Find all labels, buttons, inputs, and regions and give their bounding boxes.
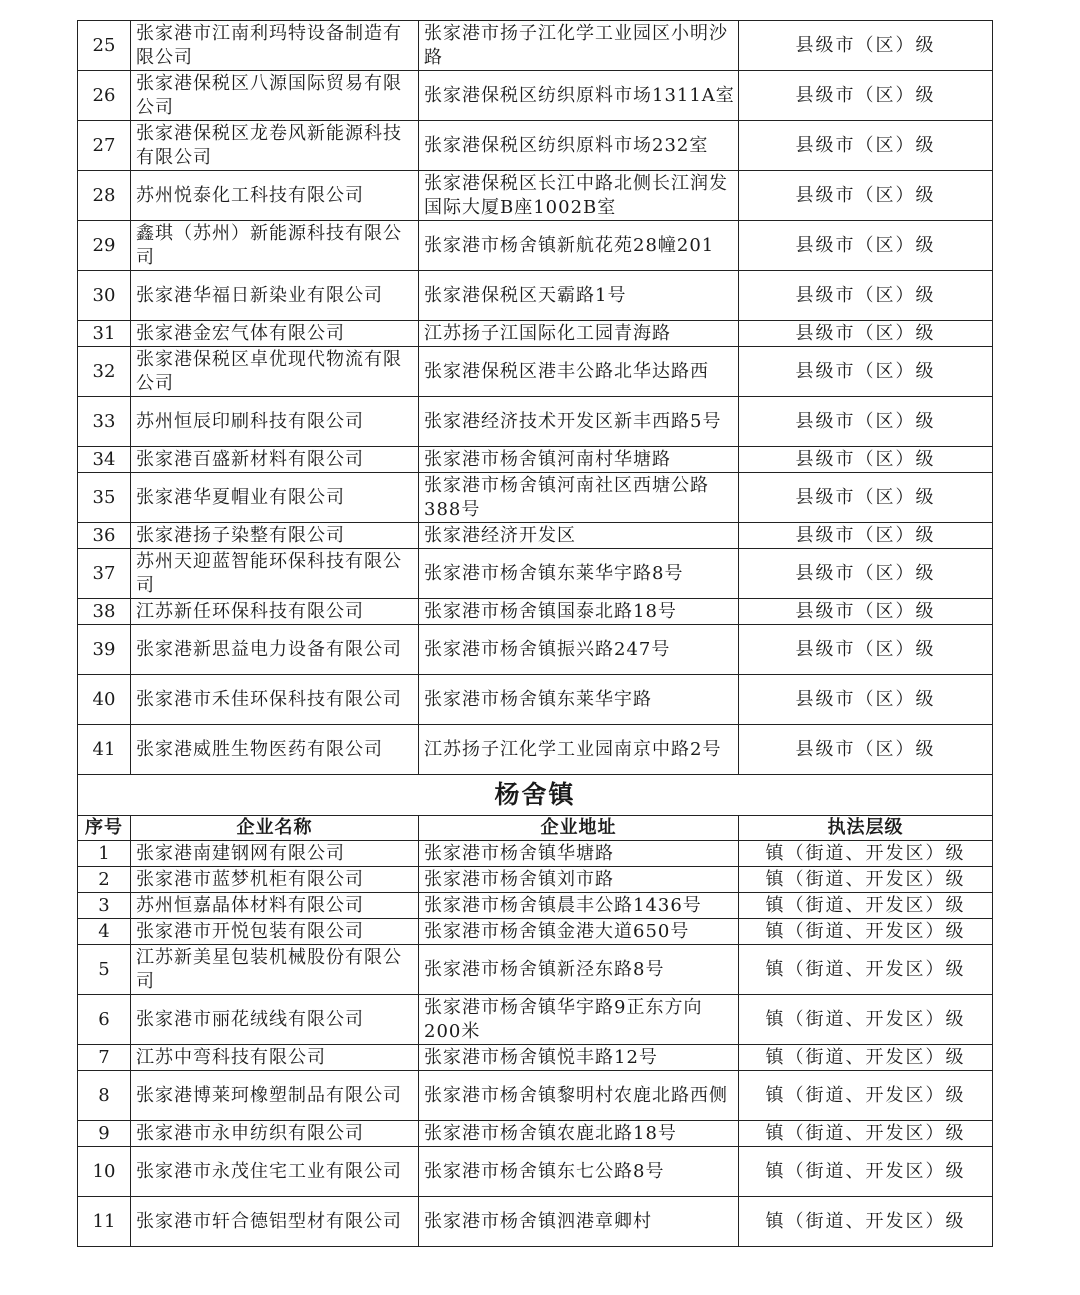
enforcement-level: 县级市（区）级 (739, 625, 993, 675)
row-number: 10 (78, 1147, 131, 1197)
company-name: 张家港保税区卓优现代物流有限公司 (131, 347, 419, 397)
table-row (78, 1045, 993, 1071)
enforcement-level: 镇（街道、开发区）级 (739, 1071, 993, 1121)
enforcement-level: 镇（街道、开发区）级 (739, 1197, 993, 1247)
company-address: 张家港市杨舍镇河南村华塘路 (419, 447, 739, 473)
company-name: 张家港博莱珂橡塑制品有限公司 (131, 1071, 419, 1121)
company-name: 张家港市江南利玛特设备制造有限公司 (131, 21, 419, 71)
company-address: 张家港保税区纺织原料市场232室 (419, 121, 739, 171)
enforcement-level: 镇（街道、开发区）级 (739, 1121, 993, 1147)
company-name: 张家港市永茂住宅工业有限公司 (131, 1147, 419, 1197)
company-address: 张家港市杨舍镇东莱华宇路 (419, 675, 739, 725)
enforcement-level: 县级市（区）级 (739, 549, 993, 599)
table-row (78, 725, 993, 775)
table-row (78, 1121, 993, 1147)
enforcement-level: 县级市（区）级 (739, 523, 993, 549)
county-level-rows (78, 21, 993, 775)
row-number: 3 (78, 893, 131, 919)
table-row (78, 945, 993, 995)
company-name: 张家港市丽花绒线有限公司 (131, 995, 419, 1045)
row-number: 27 (78, 121, 131, 171)
section-title-row (78, 775, 993, 816)
row-number: 9 (78, 1121, 131, 1147)
enforcement-level: 镇（街道、开发区）级 (739, 1147, 993, 1197)
company-name: 张家港金宏气体有限公司 (131, 321, 419, 347)
header-no: 序号 (78, 816, 131, 841)
enforcement-level: 镇（街道、开发区）级 (739, 893, 993, 919)
section-title: 杨舍镇 (78, 775, 993, 816)
company-address: 张家港市杨舍镇晨丰公路1436号 (419, 893, 739, 919)
table-row (78, 121, 993, 171)
enforcement-level: 县级市（区）级 (739, 21, 993, 71)
enterprise-table (77, 20, 993, 1247)
enforcement-level: 镇（街道、开发区）级 (739, 867, 993, 893)
company-name: 张家港市永申纺织有限公司 (131, 1121, 419, 1147)
company-name: 张家港威胜生物医药有限公司 (131, 725, 419, 775)
company-name: 张家港市轩合德铝型材有限公司 (131, 1197, 419, 1247)
row-number: 26 (78, 71, 131, 121)
table-row (78, 599, 993, 625)
table-row (78, 21, 993, 71)
enforcement-level: 县级市（区）级 (739, 71, 993, 121)
row-number: 30 (78, 271, 131, 321)
company-address: 江苏扬子江化学工业园南京中路2号 (419, 725, 739, 775)
company-address: 张家港市杨舍镇华塘路 (419, 841, 739, 867)
company-name: 江苏新美星包装机械股份有限公司 (131, 945, 419, 995)
table-row (78, 221, 993, 271)
company-name: 张家港市蓝梦机柜有限公司 (131, 867, 419, 893)
table-row (78, 675, 993, 725)
company-name: 张家港百盛新材料有限公司 (131, 447, 419, 473)
company-name: 张家港华福日新染业有限公司 (131, 271, 419, 321)
company-name: 张家港市禾佳环保科技有限公司 (131, 675, 419, 725)
table-row (78, 523, 993, 549)
enforcement-level: 县级市（区）级 (739, 347, 993, 397)
company-name: 张家港保税区龙卷风新能源科技有限公司 (131, 121, 419, 171)
row-number: 38 (78, 599, 131, 625)
company-address: 张家港市杨舍镇东七公路8号 (419, 1147, 739, 1197)
row-number: 35 (78, 473, 131, 523)
header-level: 执法层级 (739, 816, 993, 841)
table-row (78, 549, 993, 599)
table-row (78, 447, 993, 473)
column-header-row (78, 816, 993, 841)
town-level-rows (78, 841, 993, 1247)
table-row (78, 347, 993, 397)
company-address: 张家港市杨舍镇国泰北路18号 (419, 599, 739, 625)
table-row (78, 893, 993, 919)
row-number: 34 (78, 447, 131, 473)
enforcement-level: 县级市（区）级 (739, 725, 993, 775)
table-row (78, 1071, 993, 1121)
row-number: 6 (78, 995, 131, 1045)
company-address: 张家港经济技术开发区新丰西路5号 (419, 397, 739, 447)
company-address: 张家港市杨舍镇农鹿北路18号 (419, 1121, 739, 1147)
company-name: 江苏新任环保科技有限公司 (131, 599, 419, 625)
company-address: 张家港经济开发区 (419, 523, 739, 549)
enforcement-level: 镇（街道、开发区）级 (739, 995, 993, 1045)
company-name: 张家港扬子染整有限公司 (131, 523, 419, 549)
enforcement-level: 镇（街道、开发区）级 (739, 841, 993, 867)
company-address: 张家港保税区天霸路1号 (419, 271, 739, 321)
row-number: 33 (78, 397, 131, 447)
company-address: 江苏扬子江国际化工园青海路 (419, 321, 739, 347)
company-name: 鑫琪（苏州）新能源科技有限公司 (131, 221, 419, 271)
company-address: 张家港市杨舍镇金港大道650号 (419, 919, 739, 945)
enforcement-level: 县级市（区）级 (739, 271, 993, 321)
enforcement-level: 县级市（区）级 (739, 473, 993, 523)
row-number: 4 (78, 919, 131, 945)
enforcement-level: 县级市（区）级 (739, 675, 993, 725)
company-address: 张家港市扬子江化学工业园区小明沙路 (419, 21, 739, 71)
row-number: 40 (78, 675, 131, 725)
row-number: 11 (78, 1197, 131, 1247)
company-name: 苏州悦泰化工科技有限公司 (131, 171, 419, 221)
enforcement-level: 镇（街道、开发区）级 (739, 1045, 993, 1071)
row-number: 5 (78, 945, 131, 995)
company-name: 苏州天迎蓝智能环保科技有限公司 (131, 549, 419, 599)
row-number: 7 (78, 1045, 131, 1071)
table-row (78, 271, 993, 321)
company-address: 张家港保税区纺织原料市场1311A室 (419, 71, 739, 121)
enforcement-level: 县级市（区）级 (739, 599, 993, 625)
row-number: 31 (78, 321, 131, 347)
row-number: 39 (78, 625, 131, 675)
row-number: 32 (78, 347, 131, 397)
enforcement-level: 县级市（区）级 (739, 321, 993, 347)
company-address: 张家港市杨舍镇新泾东路8号 (419, 945, 739, 995)
company-name: 苏州恒辰印刷科技有限公司 (131, 397, 419, 447)
table-row (78, 867, 993, 893)
town-section (78, 775, 993, 841)
table-row (78, 321, 993, 347)
table-row (78, 625, 993, 675)
table-row (78, 841, 993, 867)
header-address: 企业地址 (419, 816, 739, 841)
company-address: 张家港市杨舍镇东莱华宇路8号 (419, 549, 739, 599)
table-row (78, 1147, 993, 1197)
table-row (78, 397, 993, 447)
enforcement-level: 县级市（区）级 (739, 397, 993, 447)
company-name: 张家港市开悦包装有限公司 (131, 919, 419, 945)
company-address: 张家港市杨舍镇河南社区西塘公路388号 (419, 473, 739, 523)
header-name: 企业名称 (131, 816, 419, 841)
table-row (78, 171, 993, 221)
enforcement-level: 县级市（区）级 (739, 121, 993, 171)
enforcement-level: 县级市（区）级 (739, 221, 993, 271)
row-number: 36 (78, 523, 131, 549)
table-row (78, 1197, 993, 1247)
company-name: 张家港南建钢网有限公司 (131, 841, 419, 867)
document-sheet (77, 20, 992, 1247)
table-row (78, 473, 993, 523)
company-address: 张家港市杨舍镇新航花苑28幢201 (419, 221, 739, 271)
company-name: 江苏中弯科技有限公司 (131, 1045, 419, 1071)
company-address: 张家港市杨舍镇黎明村农鹿北路西侧 (419, 1071, 739, 1121)
enforcement-level: 县级市（区）级 (739, 171, 993, 221)
table-row (78, 919, 993, 945)
enforcement-level: 镇（街道、开发区）级 (739, 919, 993, 945)
table-row (78, 71, 993, 121)
row-number: 2 (78, 867, 131, 893)
company-name: 张家港新思益电力设备有限公司 (131, 625, 419, 675)
company-address: 张家港市杨舍镇振兴路247号 (419, 625, 739, 675)
company-address: 张家港市杨舍镇刘市路 (419, 867, 739, 893)
enforcement-level: 县级市（区）级 (739, 447, 993, 473)
row-number: 25 (78, 21, 131, 71)
row-number: 1 (78, 841, 131, 867)
company-address: 张家港保税区长江中路北侧长江润发国际大厦B座1002B室 (419, 171, 739, 221)
company-address: 张家港市杨舍镇泗港章卿村 (419, 1197, 739, 1247)
company-name: 张家港华夏帽业有限公司 (131, 473, 419, 523)
row-number: 8 (78, 1071, 131, 1121)
row-number: 37 (78, 549, 131, 599)
company-name: 张家港保税区八源国际贸易有限公司 (131, 71, 419, 121)
row-number: 28 (78, 171, 131, 221)
company-address: 张家港保税区港丰公路北华达路西 (419, 347, 739, 397)
company-name: 苏州恒嘉晶体材料有限公司 (131, 893, 419, 919)
table-row (78, 995, 993, 1045)
company-address: 张家港市杨舍镇华宇路9正东方向200米 (419, 995, 739, 1045)
company-address: 张家港市杨舍镇悦丰路12号 (419, 1045, 739, 1071)
row-number: 41 (78, 725, 131, 775)
enforcement-level: 镇（街道、开发区）级 (739, 945, 993, 995)
row-number: 29 (78, 221, 131, 271)
